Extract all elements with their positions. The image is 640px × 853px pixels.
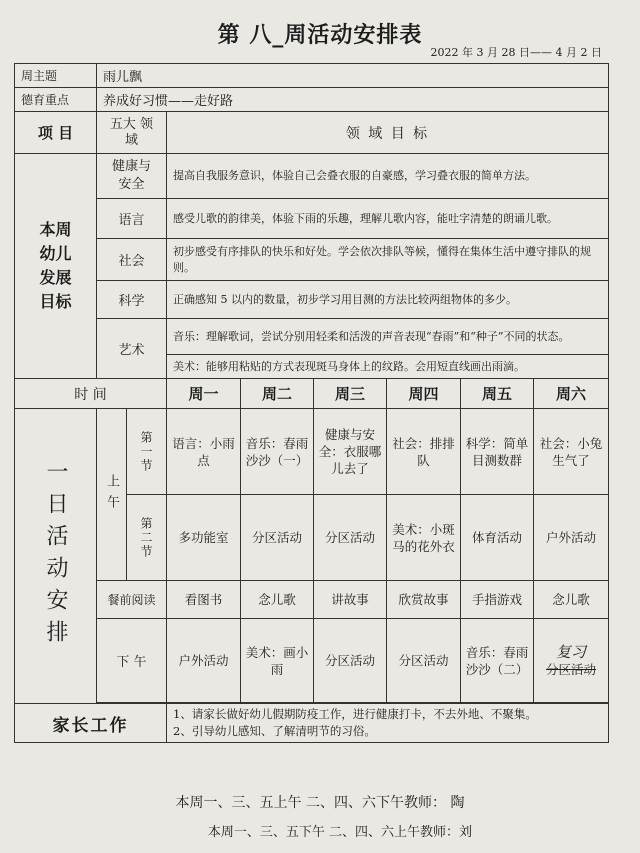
moral-value: 养成好习惯——走好路 <box>97 88 609 112</box>
period1-label-text: 第一节 <box>139 430 153 473</box>
teacher-line-1: 本周一、三、五上午 二、四、六下午教师： 陶 <box>175 795 465 811</box>
goal-text: 美术：能够用粘贴的方式表现斑马身体上的纹路。会用短直线画出雨滴。 <box>167 355 609 379</box>
activity-cell: 多功能室 <box>167 495 241 581</box>
goal-text: 音乐：理解歌词，尝试分别用轻柔和活泼的声音表现“春雨”和“种子”不同的状态。 <box>167 319 609 355</box>
activity-cell: 音乐：春雨沙沙（二） <box>461 619 534 703</box>
page-title: 第 八_周活动安排表 <box>217 22 423 48</box>
activity-cell: 美术：小斑马的花外衣 <box>387 495 461 581</box>
goals-section-text: 本周幼儿发展目标 <box>39 220 72 311</box>
morning-label-text: 上午 <box>104 473 119 516</box>
schedule-label <box>15 409 97 704</box>
activity-cell: 科学：简单目测数群 <box>461 409 534 495</box>
theme-label: 周主题 <box>15 64 97 88</box>
activity-cell-saturday-afternoon <box>534 619 609 703</box>
activity-cell: 分区活动 <box>314 619 387 703</box>
activity-cell: 分区活动 <box>314 495 387 581</box>
period2-label-text: 第二节 <box>139 516 153 559</box>
period2-label <box>127 495 167 581</box>
activity-cell: 讲故事 <box>314 581 387 619</box>
header-item: 项 目 <box>15 112 97 154</box>
day-header: 周三 <box>314 379 387 409</box>
teacher-line-2: 本周一、三、五下午 二、四、六上午教师：刘 <box>207 825 473 840</box>
goal-text: 感受儿歌的韵律美，体验下雨的乐趣，理解儿歌内容，能吐字清楚的朗诵儿歌。 <box>167 199 609 239</box>
activity-cell: 念儿歌 <box>534 581 609 619</box>
moral-label: 德育重点 <box>15 88 97 112</box>
day-header: 周一 <box>167 379 241 409</box>
activity-cell: 美术：画小雨 <box>241 619 314 703</box>
activity-cell: 分区活动 <box>241 495 314 581</box>
parent-label: 家长工作 <box>15 704 167 743</box>
day-header: 周四 <box>387 379 461 409</box>
goal-text: 提高自我服务意识，体验自己会叠衣服的自豪感，学习叠衣服的简单方法。 <box>167 154 609 199</box>
header-domains: 五大 领 域 <box>97 112 167 154</box>
schedule-label-text: 一日活动安排 <box>43 460 68 652</box>
theme-value: 雨儿飘 <box>97 64 609 88</box>
activity-cell: 念儿歌 <box>241 581 314 619</box>
time-label: 时 间 <box>15 379 167 409</box>
goal-domain: 语言 <box>97 199 167 239</box>
activity-cell: 看图书 <box>167 581 241 619</box>
struck-activity: 分区活动 <box>546 661 597 677</box>
goal-domain: 社会 <box>97 239 167 281</box>
parent-item: 1、请家长做好幼儿假期防疫工作，进行健康打卡，不去外地、不聚集。 <box>173 707 537 721</box>
period1-label <box>127 409 167 495</box>
handwritten-note: 复习 <box>556 642 587 661</box>
day-header: 周六 <box>534 379 609 409</box>
activity-cell: 健康与安全：衣服哪儿去了 <box>314 409 387 495</box>
activity-cell: 分区活动 <box>387 619 461 703</box>
activity-cell: 音乐：春雨沙沙（一） <box>241 409 314 495</box>
goal-text: 正确感知 5 以内的数量，初步学习用目测的方法比较两组物体的多少。 <box>167 281 609 319</box>
activity-cell: 体育活动 <box>461 495 534 581</box>
date-range: 2022 年 3 月 28 日—— 4 月 2 日 <box>430 46 602 59</box>
activity-cell: 户外活动 <box>167 619 241 703</box>
activity-cell: 户外活动 <box>534 495 609 581</box>
parent-item: 2、引导幼儿感知、了解清明节的习俗。 <box>173 724 376 738</box>
activity-cell: 社会：小兔生气了 <box>534 409 609 495</box>
header-goals: 领 域 目 标 <box>167 112 609 154</box>
afternoon-label: 下 午 <box>97 619 167 703</box>
goal-text: 初步感受有序排队的快乐和好处。学会依次排队等候，懂得在集体生活中遵守排队的规则。 <box>167 239 609 281</box>
activity-cell: 欣赏故事 <box>387 581 461 619</box>
goals-section-label <box>15 154 97 379</box>
schedule-table <box>14 63 609 743</box>
goal-domain: 艺术 <box>97 319 167 379</box>
activity-cell: 社会：排排队 <box>387 409 461 495</box>
goal-domain: 科学 <box>97 281 167 319</box>
morning-label <box>97 409 127 581</box>
activity-cell: 手指游戏 <box>461 581 534 619</box>
reading-label: 餐前阅读 <box>97 581 167 619</box>
parent-items <box>167 704 609 743</box>
goal-domain: 健康与安全 <box>97 154 167 199</box>
day-header: 周五 <box>461 379 534 409</box>
activity-cell: 语言：小雨点 <box>167 409 241 495</box>
day-header: 周二 <box>241 379 314 409</box>
